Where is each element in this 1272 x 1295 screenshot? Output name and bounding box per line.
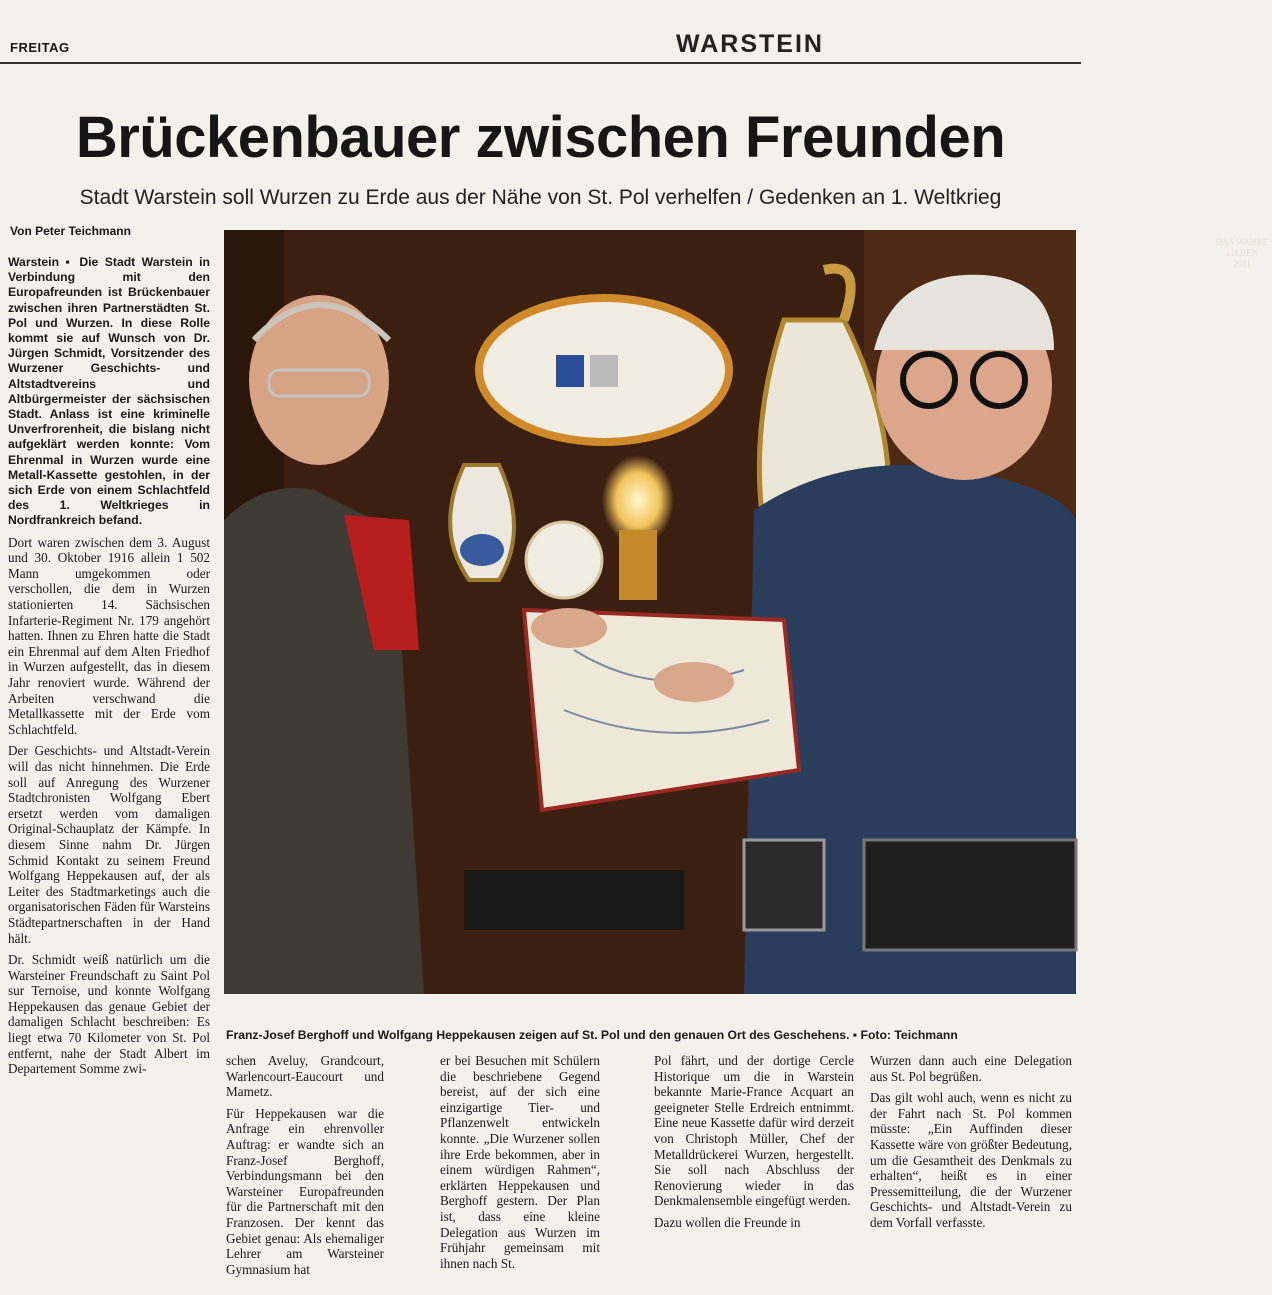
paragraph: Pol fährt, und der dortige Cercle Historique um die in Warstein bekannte Marie-France Acquart an geeigneter Stelle Erdreich entnimmt. Eine neue Kassette dafür wird derzeit von Christoph Müller, Chef der Metalldrückerei Wurzen, hergestellt. Sie soll nach Abschluss der Renovierung wieder in das Denkmalensemble eingefügt werden.	[654, 1053, 854, 1209]
article-column-3	[440, 1053, 600, 1277]
paragraph: er bei Besuchen mit Schülern die beschriebene Gegend bereist, auf der sich eine einzigartige Tier- und Pflanzenwelt entwickeln konnte. „Die Wurzener sollen ihre Erde bekommen, aber in einem würdigen Rahmen“, erklärten Heppekausen und Berghoff gestern. Der Plan ist, dass eine kleine Delegation aus Wurzen im Frühjahr gemeinsam mit ihnen nach St.	[440, 1053, 600, 1271]
paragraph: Dort waren zwischen dem 3. August und 30. Oktober 1916 allein 1 502 Mann umgekommen oder verschollen, die dem in Wurzen stationierten 14. Sächsischen Infarterie-Regiment Nr. 179 angehört hatten. Ihnen zu Ehren hatte die Stadt ein Ehrenmal auf dem Alten Friedhof in Wurzen aufgestellt, das in diesem Jahr renoviert wurde. Während der Arbeiten verschwand die Metallkassette mit der Erde vom Schlachtfeld.	[8, 534, 210, 737]
article-lead: Warstein ▪ Die Stadt Warstein in Verbindung mit den Europafreunden ist Brückenbauer zwischen ihren Partnerstädten St. Pol und Wurzen. In diese Rolle kommt sie auf Wunsch von Dr. Jürgen Schmidt, Vorsitzender des Wurzener Geschichts- und Altstadtvereins und Altbürgermeister der sächsischen Stadt. Anlass ist eine kriminelle Unverfrorenheit, die bislang nicht aufgeklärt werden konnte: Vom Ehrenmal in Wurzen wurde eine Metall-Kassette gestohlen, in der sich Erde von einem Schlachtfeld des 1. Weltkrieges in Nordfrankreich befand.	[8, 255, 210, 528]
paragraph: Dr. Schmidt weiß natürlich um die Warsteiner Freundschaft zu Saint Pol sur Ternoise, und konnte Wolfgang Heppekausen das genaue Gebiet der damaligen Schlacht beschreiben: Es liegt etwa 70 Kilometer von St. Pol entfernt, nahe der Stadt Albert im Departement Somme zwi-	[8, 952, 210, 1077]
display-case	[464, 870, 684, 930]
paragraph: schen Aveluy, Grandcourt, Warlencourt-Eaucourt und Mametz.	[226, 1053, 384, 1100]
hand-right	[654, 662, 734, 702]
paragraph: Dazu wollen die Freunde in	[654, 1214, 801, 1230]
article-column-1	[8, 255, 210, 1083]
article-column-2	[226, 1053, 384, 1283]
small-plate	[526, 522, 602, 598]
hand-left	[531, 608, 607, 648]
plate-crest-left	[556, 355, 584, 387]
picture-frame	[744, 840, 824, 930]
paragraph: Für Heppekausen war die Anfrage ein ehrenvoller Auftrag: er wandte sich an Franz-Josef Berghoff, Verbindungsmann bei den Warsteiner Europafreunden für die Partnerschaft mit den Franzosen. Der kennt das Gebiet genau: Als ehemaliger Lehrer am Warsteiner Gymnasium hat	[226, 1105, 384, 1277]
lamp-base	[619, 530, 657, 600]
page-day: FREITAG	[10, 40, 70, 55]
vase-left-crest	[460, 534, 504, 566]
overlay-book-label: DAS WAHRE LIEBEN 2011	[1215, 237, 1269, 269]
section-title: WARSTEIN	[676, 30, 824, 58]
article-subhead: Stadt Warstein soll Wurzen zu Erde aus der Nähe von St. Pol verhelfen / Gedenken an 1. Weltkrieg	[79, 186, 1002, 209]
article-column-4	[654, 1053, 854, 1237]
article-headline: Brückenbauer zwischen Freunden	[75, 105, 1006, 170]
article-column-5	[870, 1053, 1072, 1237]
photo-illustration	[224, 230, 1076, 994]
article-byline: Von Peter Teichmann	[10, 224, 131, 238]
photo-caption: Franz-Josef Berghoff und Wolfgang Heppekausen zeigen auf St. Pol und den genauen Ort des Geschehens. ▪ Foto: Teichmann	[226, 1028, 958, 1042]
page-header	[0, 0, 1081, 70]
article-photo	[224, 230, 1269, 994]
monitor-frame	[864, 840, 1076, 950]
paragraph: Wurzen dann auch eine Delegation aus St. Pol begrüßen.	[870, 1053, 1072, 1084]
paragraph: Der Geschichts- und Altstadt-Verein will das nicht hinnehmen. Die Erde soll auf Anregung des Wurzener Stadtchronisten Wolfgang Ebert ersetzt werden vom damaligen Original-Schauplatz der Kämpfe. In diesem Sinne nahm Dr. Jürgen Schmid Kontakt zu seinem Freund Wolfgang Heppekausen auf, der als Leiter des Stadtmarketings auch die organisatorischen Fäden für Warsteins Städtepartnerschaften in der Hand hält.	[8, 743, 210, 946]
paragraph: Das gilt wohl auch, wenn es nicht zu der Fahrt nach St. Pol kommen müsste: „Ein Auffinden dieser Kassette wäre von größter Bedeutung, um die Gesamtheit des Denkmals zu erhalten“, heißt es in einer Pressemitteilung, die der Wurzener Geschichts- und Altstadt-Verein zu dem Vorfall verfasste.	[870, 1090, 1072, 1230]
plate-crest-right	[590, 355, 618, 387]
